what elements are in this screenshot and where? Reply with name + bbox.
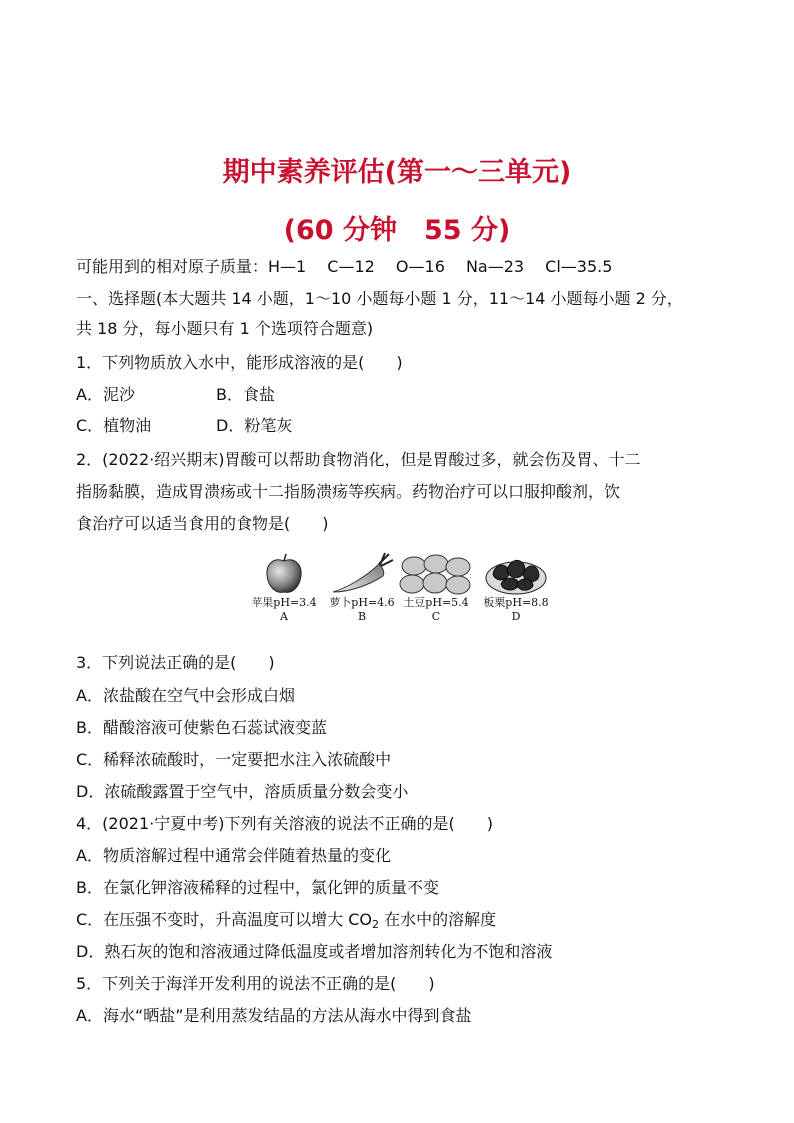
q2-line3: 食治疗可以适当食用的食物是( ) — [76, 514, 329, 533]
chestnut-icon — [483, 552, 549, 596]
q1-option-b: B．食盐 — [216, 385, 275, 404]
q3-option-a: A．浓盐酸在空气中会形成白烟 — [76, 686, 295, 705]
subscript-2: 2 — [372, 918, 380, 931]
food-letter: B — [357, 610, 367, 623]
food-letter: C — [431, 610, 441, 623]
food-label: 土豆pH=5.4 — [403, 596, 469, 609]
apple-icon — [262, 552, 306, 596]
q1-option-c: C．植物油 — [76, 416, 152, 435]
q5-option-a: A．海水“晒盐”是利用蒸发结晶的方法从海水中得到食盐 — [76, 1006, 472, 1025]
food-letter: D — [511, 610, 521, 623]
food-label: 板栗pH=8.8 — [483, 596, 549, 609]
food-letter: A — [280, 610, 288, 623]
food-figure — [245, 552, 565, 642]
q4-option-b: B．在氯化钾溶液稀释的过程中，氯化钾的质量不变 — [76, 878, 439, 897]
q2-line1: 2．(2022·绍兴期末)胃酸可以帮助食物消化，但是胃酸过多，就会伤及胃、十二 — [76, 450, 641, 469]
q4-option-d: D．熟石灰的饱和溶液通过降低温度或者增加溶剂转化为不饱和溶液 — [76, 942, 553, 961]
food-label: 萝卜pH=4.6 — [329, 596, 395, 609]
food-carrot — [323, 552, 401, 642]
food-label: 苹果pH=3.4 — [251, 596, 317, 609]
potato-icon — [398, 552, 474, 596]
q3-option-d: D．浓硫酸露置于空气中，溶质质量分数会变小 — [76, 782, 409, 801]
q3-option-c: C．稀释浓硫酸时，一定要把水注入浓硫酸中 — [76, 750, 392, 769]
q5-stem: 5．下列关于海洋开发利用的说法不正确的是( ) — [76, 974, 435, 993]
page-subtitle: (60 分钟 55 分) — [283, 215, 511, 246]
q4-option-c-text: C．在压强不变时，升高温度可以增大 CO — [76, 910, 373, 929]
q1-stem: 1．下列物质放入水中，能形成溶液的是( ) — [76, 353, 403, 372]
q4-stem: 4．(2021·宁夏中考)下列有关溶液的说法不正确的是( ) — [76, 814, 493, 833]
q3-option-b: B．醋酸溶液可使紫色石蕊试液变蓝 — [76, 718, 327, 737]
q2-line2: 指肠黏膜，造成胃溃疡或十二指肠溃疡等疾病。药物治疗可以口服抑酸剂，饮 — [76, 482, 621, 501]
q4-option-c — [76, 909, 496, 936]
q1-option-a: A．泥沙 — [76, 385, 135, 404]
food-potato — [397, 552, 475, 642]
q1-option-d: D．粉笔灰 — [216, 416, 293, 435]
food-apple — [245, 552, 323, 642]
page-title: 期中素养评估(第一～三单元) — [222, 157, 572, 188]
q4-option-a: A．物质溶解过程中通常会伴随着热量的变化 — [76, 846, 391, 865]
food-chestnut — [477, 552, 555, 642]
q4-option-c-tail: 在水中的溶解度 — [379, 910, 497, 929]
section-heading-line1: 一、选择题(本大题共 14 小题，1～10 小题每小题 1 分，11～14 小题每小题 2 分， — [76, 289, 683, 308]
q3-stem: 3．下列说法正确的是( ) — [76, 653, 275, 672]
atomic-masses: 可能用到的相对原子质量：H—1 C—12 O—16 Na—23 Cl—35.5 — [76, 257, 613, 276]
section-heading-line2: 共 18 分，每小题只有 1 个选项符合题意) — [76, 319, 374, 338]
carrot-icon — [327, 552, 397, 596]
